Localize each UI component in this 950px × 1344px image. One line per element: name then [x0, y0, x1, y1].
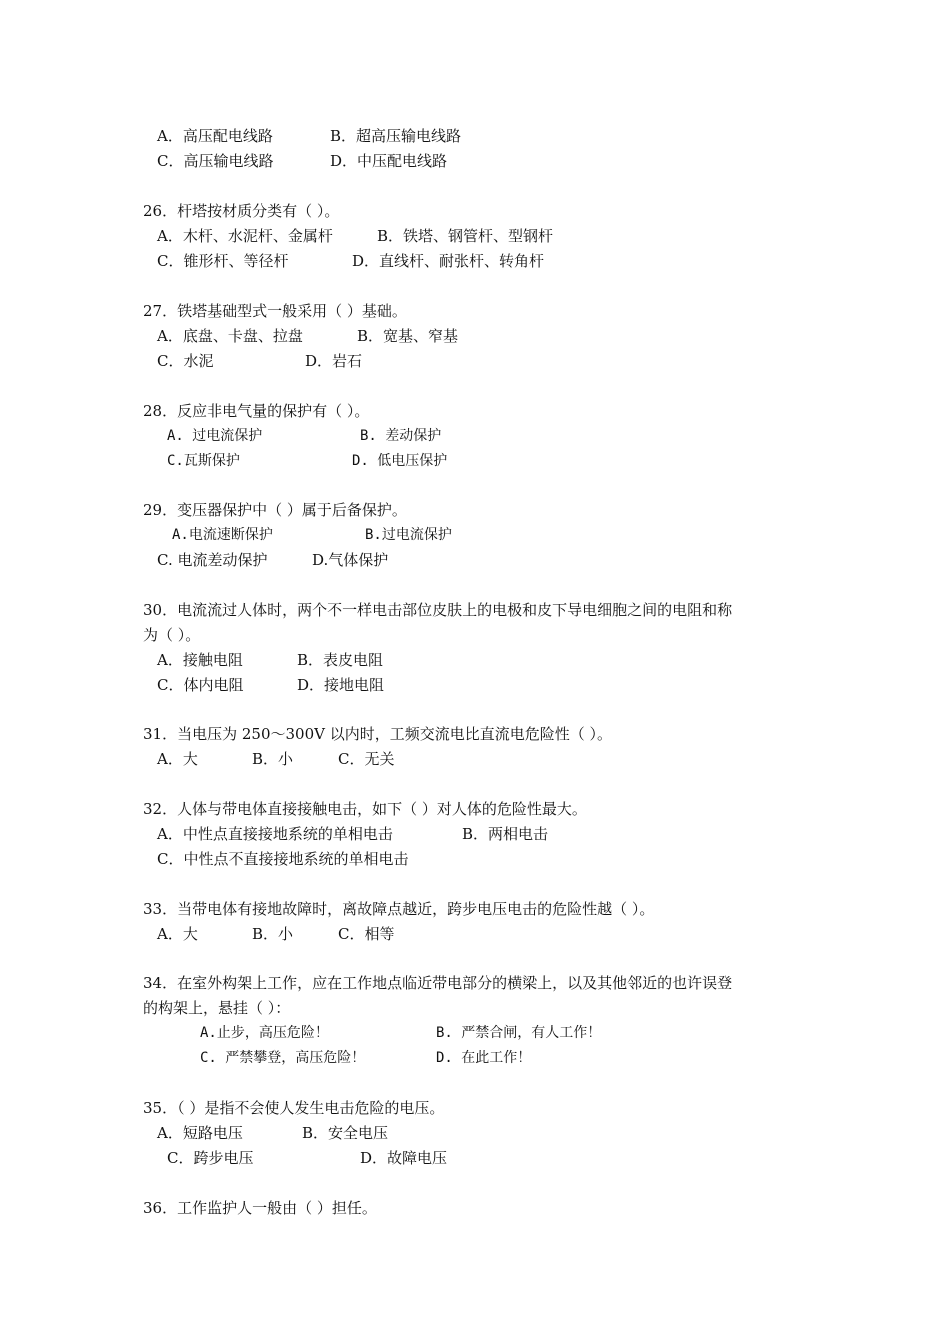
q25-option-a: A．高压配电线路 [157, 127, 273, 145]
q29-option-d: D.气体保护 [312, 551, 389, 569]
q30-option-d: D．接地电阻 [297, 676, 385, 694]
q30-stem-line2: 为（ ）。 [143, 626, 201, 644]
q29-option-c: C. 电流差动保护 [157, 551, 268, 569]
q31-stem: 31．当电压为 250～300V 以内时，工频交流电比直流电危险性（ ）。 [143, 725, 612, 743]
q31-option-b: B．小 [252, 750, 294, 768]
q28-option-a: A. 过电流保护 [167, 428, 263, 444]
q29-option-b: B.过电流保护 [365, 527, 452, 543]
q26-stem: 26．杆塔按材质分类有（ ）。 [143, 202, 340, 220]
q28-option-d: D. 低电压保护 [352, 453, 448, 469]
q35-stem: 35．（ ）是指不会使人发生电击危险的电压。 [143, 1099, 445, 1117]
q35-option-d: D．故障电压 [360, 1149, 448, 1167]
q34-stem-line1: 34．在室外构架上工作，应在工作地点临近带电部分的横梁上，以及其他邻近的也许误登 [143, 974, 733, 992]
q32-stem: 32．人体与带电体直接接触电击，如下（ ）对人体的危险性最大。 [143, 800, 587, 818]
q30-option-b: B．表皮电阻 [297, 651, 384, 669]
q27-option-d: D．岩石 [305, 352, 363, 370]
q27-option-c: C．水泥 [157, 352, 214, 370]
q25-option-d: D．中压配电线路 [330, 152, 448, 170]
q34-option-b: B. 严禁合闸，有人工作！ [436, 1025, 602, 1041]
q26-option-d: D．直线杆、耐张杆、转角杆 [352, 252, 545, 270]
q31-option-c: C．无关 [338, 750, 395, 768]
q26-option-c: C．锥形杆、等径杆 [157, 252, 289, 270]
q35-option-c: C．跨步电压 [167, 1149, 254, 1167]
q27-option-a: A．底盘、卡盘、拉盘 [157, 327, 303, 345]
q35-option-b: B．安全电压 [302, 1124, 389, 1142]
q34-option-a: A.止步，高压危险！ [200, 1025, 329, 1041]
q27-option-b: B．宽基、窄基 [357, 327, 459, 345]
q35-option-a: A．短路电压 [157, 1124, 243, 1142]
q33-option-a: A．大 [157, 925, 198, 943]
q28-option-c: C.瓦斯保护 [167, 453, 240, 469]
q33-stem: 33．当带电体有接地故障时，离故障点越近，跨步电压电击的危险性越（ ）。 [143, 900, 655, 918]
q28-option-b: B. 差动保护 [360, 428, 442, 444]
q31-option-a: A．大 [157, 750, 198, 768]
q29-option-a: A.电流速断保护 [172, 527, 273, 543]
q34-option-c: C. 严禁攀登，高压危险！ [200, 1050, 366, 1066]
q32-option-c: C．中性点不直接接地系统的单相电击 [157, 850, 409, 868]
q34-stem-line2: 的构架上，悬挂（ ）： [143, 999, 291, 1017]
q32-option-a: A．中性点直接接地系统的单相电击 [157, 825, 393, 843]
q34-option-d: D. 在此工作！ [436, 1050, 532, 1066]
q26-option-b: B．铁塔、钢管杆、型钢杆 [377, 227, 554, 245]
q30-option-c: C．体内电阻 [157, 676, 244, 694]
q28-stem: 28．反应非电气量的保护有（ ）。 [143, 402, 370, 420]
q33-option-b: B．小 [252, 925, 294, 943]
q25-option-c: C．高压输电线路 [157, 152, 274, 170]
q33-option-c: C．相等 [338, 925, 395, 943]
q29-stem: 29．变压器保护中（ ）属于后备保护。 [143, 501, 407, 519]
q27-stem: 27．铁塔基础型式一般采用（ ）基础。 [143, 302, 407, 320]
q26-option-a: A．木杆、水泥杆、金属杆 [157, 227, 333, 245]
q25-option-b: B．超高压输电线路 [330, 127, 462, 145]
q30-option-a: A．接触电阻 [157, 651, 243, 669]
q30-stem-line1: 30．电流流过人体时，两个不一样电击部位皮肤上的电极和皮下导电细胞之间的电阻和称 [143, 601, 733, 619]
q32-option-b: B．两相电击 [462, 825, 549, 843]
q36-stem: 36．工作监护人一般由（ ）担任。 [143, 1199, 377, 1217]
